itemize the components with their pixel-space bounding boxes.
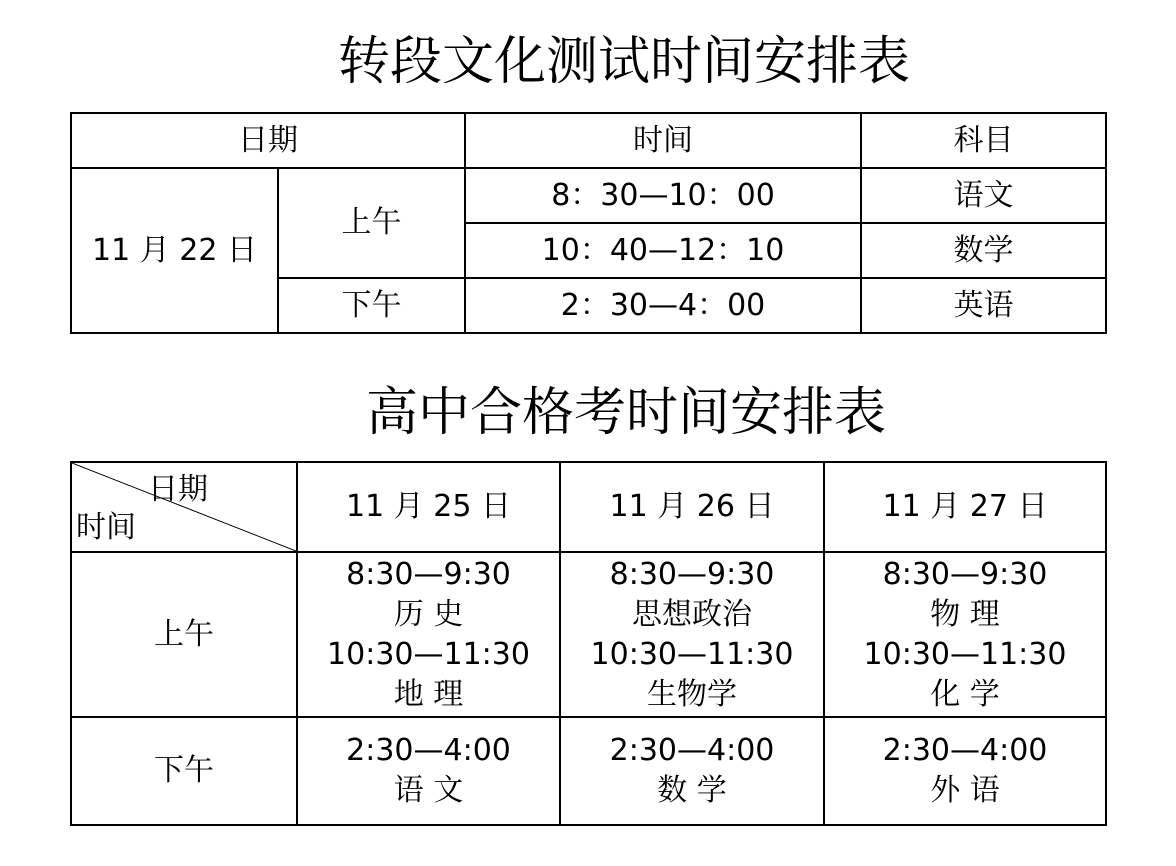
header-time: 时间 [465, 113, 861, 168]
schedule-cell [824, 717, 1106, 825]
qualification-exam-schedule-table [70, 461, 1107, 826]
diagonal-corner-cell [71, 462, 297, 552]
schedule-cell [824, 552, 1106, 717]
table-header-row [71, 113, 1106, 168]
date-header: 11 月 26 日 [560, 462, 824, 552]
date-header: 11 月 25 日 [297, 462, 560, 552]
corner-date-label: 日期 [148, 472, 208, 507]
subject-text: 思想政治 [632, 596, 752, 632]
table-row [71, 717, 1106, 825]
time-text: 8:30—9:30 [882, 556, 1048, 592]
pm-cell: 下午 [278, 278, 465, 333]
time-cell: 8：30—10：00 [465, 168, 861, 223]
time-text: 2:30—4:00 [882, 733, 1048, 768]
date-cell: 11 月 22 日 [71, 168, 278, 333]
time-text: 10:30—11:30 [863, 636, 1067, 672]
time-cell: 10：40—12：10 [465, 223, 861, 278]
time-cell: 2：30—4：00 [465, 278, 861, 333]
pm-cell: 下午 [71, 717, 297, 825]
time-text: 2:30—4:00 [609, 733, 775, 768]
time-text: 8:30—9:30 [609, 556, 775, 592]
table-row [71, 552, 1106, 717]
subject-text: 数 学 [657, 773, 727, 808]
am-cell: 上午 [71, 552, 297, 717]
time-text: 2:30—4:00 [346, 733, 511, 768]
time-text: 10:30—11:30 [590, 636, 794, 672]
am-cell: 上午 [278, 168, 465, 278]
transfer-test-schedule-table [70, 112, 1107, 334]
schedule-cell [560, 717, 824, 825]
subject-text: 化 学 [930, 676, 1000, 712]
time-text: 10:30—11:30 [327, 636, 530, 672]
table-row [71, 168, 1106, 223]
schedule-cell [297, 717, 560, 825]
date-header: 11 月 27 日 [824, 462, 1106, 552]
header-subject: 科目 [861, 113, 1106, 168]
header-date: 日期 [71, 113, 465, 168]
table1-title: 转段文化测试时间安排表 [338, 32, 911, 92]
subject-text: 历 史 [393, 596, 464, 632]
table2-title: 高中合格考时间安排表 [366, 383, 887, 443]
subject-text: 外 语 [930, 773, 1000, 808]
corner-time-label: 时间 [76, 510, 136, 545]
table-header-row [71, 462, 1106, 552]
subject-cell: 语文 [861, 168, 1106, 223]
time-text: 8:30—9:30 [346, 556, 511, 592]
subject-text: 生物学 [647, 676, 737, 712]
schedule-cell [560, 552, 824, 717]
subject-cell: 数学 [861, 223, 1106, 278]
subject-text: 地 理 [393, 676, 464, 712]
subject-text: 物 理 [930, 596, 1000, 632]
subject-cell: 英语 [861, 278, 1106, 333]
subject-text: 语 文 [393, 773, 464, 808]
schedule-cell [297, 552, 560, 717]
